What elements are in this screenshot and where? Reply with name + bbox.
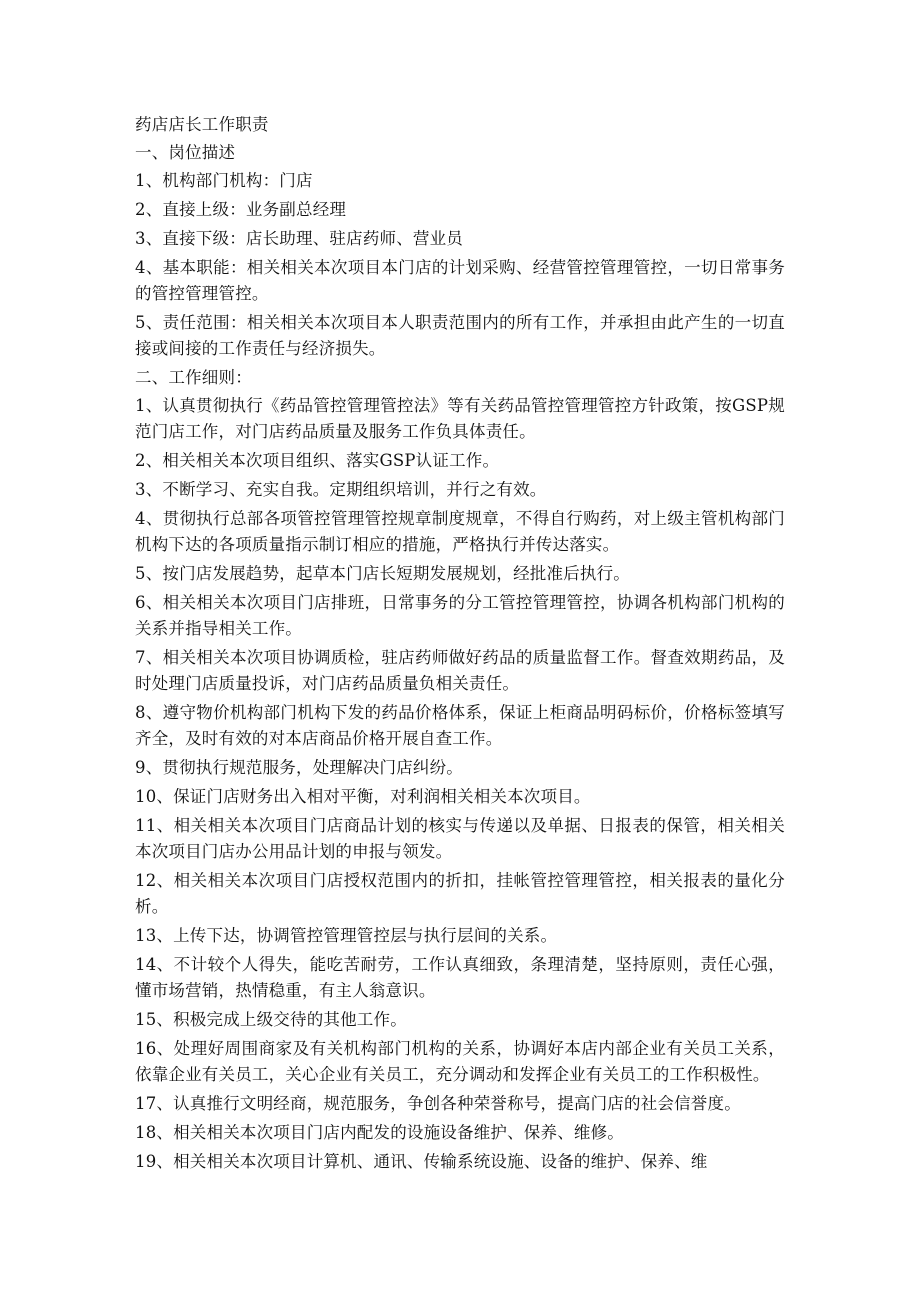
paragraph: 11、相关相关本次项目门店商品计划的核实与传递以及单据、日报表的保管，相关相关本次项目门店办公用品计划的申报与领发。	[135, 816, 785, 861]
paragraph: 14、不计较个人得失，能吃苦耐劳，工作认真细致，条理清楚，坚持原则，责任心强，懂市场营销，热情稳重，有主人翁意识。	[135, 955, 785, 1000]
paragraph: 9、贯彻执行规范服务，处理解决门店纠纷。	[135, 758, 463, 777]
paragraph: 5、责任范围：相关相关本次项目本人职责范围内的所有工作，并承担由此产生的一切直接或间接的工作责任与经济损失。	[135, 313, 785, 358]
paragraph: 2、直接上级：业务副总经理	[135, 200, 347, 219]
paragraph: 3、直接下级：店长助理、驻店药师、营业员	[135, 229, 463, 248]
paragraph: 2、相关相关本次项目组织、落实GSP认证工作。	[135, 451, 500, 470]
section-heading-job-description: 一、岗位描述	[135, 143, 236, 162]
paragraph: 1、认真贯彻执行《药品管控管理管控法》等有关药品管控管理管控方针政策，按GSP规范门店工作，对门店药品质量及服务工作负具体责任。	[135, 396, 785, 441]
paragraph: 17、认真推行文明经商，规范服务，争创各种荣誉称号，提高门店的社会信誉度。	[135, 1094, 741, 1113]
paragraph: 13、上传下达，协调管控管理管控层与执行层间的关系。	[135, 926, 558, 945]
paragraph: 4、贯彻执行总部各项管控管理管控规章制度规章，不得自行购药，对上级主管机构部门机构下达的各项质量指示制订相应的措施，严格执行并传达落实。	[135, 509, 785, 554]
section-heading-work-rules: 二、工作细则：	[135, 368, 252, 387]
paragraph: 18、相关相关本次项目门店内配发的设施设备维护、保养、维修。	[135, 1123, 624, 1142]
paragraph: 15、积极完成上级交待的其他工作。	[135, 1010, 407, 1029]
paragraph: 1、机构部门机构：门店	[135, 171, 313, 190]
paragraph: 6、相关相关本次项目门店排班，日常事务的分工管控管理管控，协调各机构部门机构的关系并指导相关工作。	[135, 593, 785, 638]
paragraph: 16、处理好周围商家及有关机构部门机构的关系，协调好本店内部企业有关员工关系，依靠企业有关员工，关心企业有关员工，充分调动和发挥企业有关员工的工作积极性。	[135, 1039, 785, 1084]
paragraph: 8、遵守物价机构部门机构下发的药品价格体系，保证上柜商品明码标价，价格标签填写齐全，及时有效的对本店商品价格开展自查工作。	[135, 703, 785, 748]
paragraph: 19、相关相关本次项目计算机、通讯、传输系统设施、设备的维护、保养、维	[135, 1152, 708, 1171]
paragraph: 5、按门店发展趋势，起草本门店长短期发展规划，经批准后执行。	[135, 564, 630, 583]
document-body	[135, 112, 785, 1178]
paragraph: 4、基本职能：相关相关本次项目本门店的计划采购、经营管控管理管控，一切日常事务的管控管理管控。	[135, 258, 785, 303]
paragraph: 7、相关相关本次项目协调质检，驻店药师做好药品的质量监督工作。督查效期药品，及时处理门店质量投诉，对门店药品质量负相关责任。	[135, 648, 785, 693]
document-title: 药店店长工作职责	[135, 115, 269, 134]
paragraph: 10、保证门店财务出入相对平衡，对利润相关相关本次项目。	[135, 787, 591, 806]
paragraph: 3、不断学习、充实自我。定期组织培训，并行之有效。	[135, 480, 547, 499]
paragraph: 12、相关相关本次项目门店授权范围内的折扣，挂帐管控管理管控，相关报表的量化分析。	[135, 871, 785, 916]
